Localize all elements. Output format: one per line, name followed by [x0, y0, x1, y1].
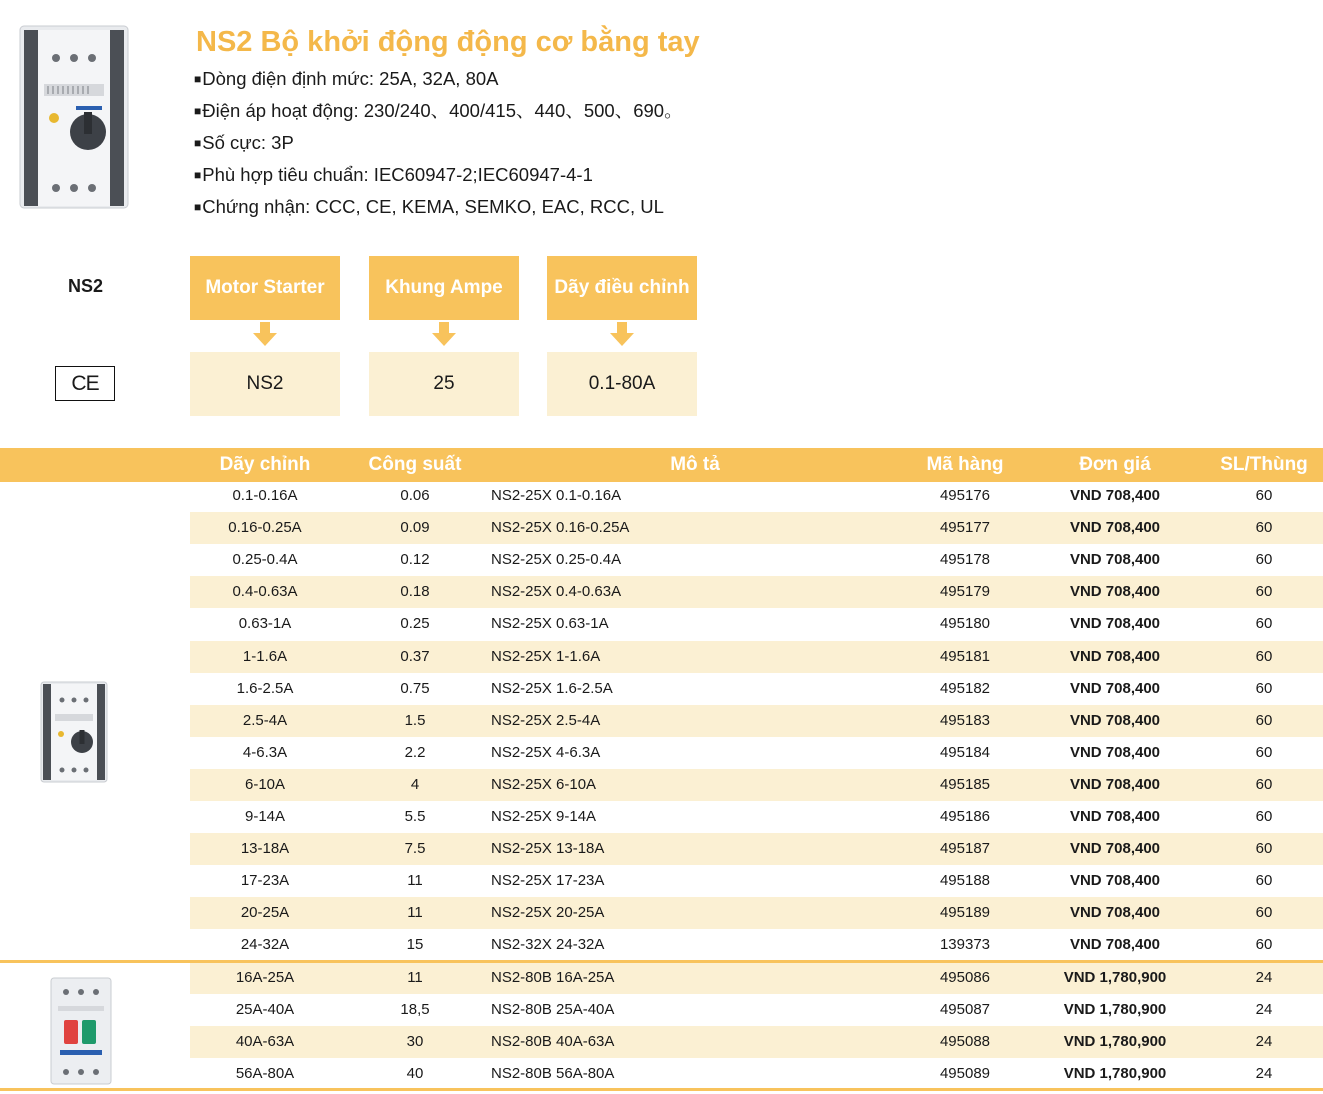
cell-price: VND 708,400	[1069, 936, 1161, 953]
col-header-description: Mô tả	[670, 454, 720, 475]
cell-description: NS2-25X 9-14A	[491, 808, 597, 825]
product-photo-ns2-25	[18, 22, 130, 212]
cell-price: VND 708,400	[1069, 680, 1161, 697]
cell-code: 495088	[939, 1033, 991, 1050]
cell-description: NS2-80B 16A-25A	[491, 969, 615, 986]
cell-description: NS2-80B 56A-80A	[491, 1065, 615, 1082]
selector-value: NS2	[190, 352, 340, 416]
cell-qty: 60	[1255, 808, 1273, 825]
table-row	[190, 994, 1323, 1026]
cell-code: 139373	[939, 936, 991, 953]
cell-description: NS2-25X 1.6-2.5A	[491, 680, 613, 697]
cell-power: 0.25	[400, 615, 430, 632]
spec-list	[194, 64, 683, 224]
cell-code: 495185	[939, 776, 991, 793]
table-row	[190, 897, 1323, 929]
cell-power: 11	[407, 872, 423, 889]
cell-range: 0.25-0.4A	[232, 551, 298, 568]
cell-description: NS2-80B 40A-63A	[491, 1033, 615, 1050]
cell-description: NS2-25X 6-10A	[491, 776, 597, 793]
cell-price: VND 708,400	[1069, 808, 1161, 825]
cell-qty: 60	[1255, 615, 1273, 632]
cell-qty: 60	[1255, 776, 1273, 793]
spec-poles: ■ Số cực: 3P	[194, 128, 683, 160]
cell-range: 0.16-0.25A	[228, 519, 302, 536]
cell-range: 16A-25A	[235, 969, 295, 986]
cell-qty: 24	[1255, 1001, 1273, 1018]
col-header-code: Mã hàng	[926, 454, 1004, 475]
cell-code: 495087	[939, 1001, 991, 1018]
cell-qty: 24	[1255, 969, 1273, 986]
table-header	[0, 448, 1323, 482]
cell-power: 4	[410, 776, 420, 793]
cell-range: 0.63-1A	[238, 615, 292, 632]
cell-description: NS2-25X 0.1-0.16A	[491, 487, 622, 504]
cell-power: 0.12	[400, 551, 430, 568]
cell-code: 495179	[939, 583, 991, 600]
cell-description: NS2-25X 0.16-0.25A	[491, 519, 630, 536]
cell-price: VND 708,400	[1069, 776, 1161, 793]
cell-code: 495176	[939, 487, 991, 504]
cell-range: 25A-40A	[235, 1001, 295, 1018]
table-row	[190, 962, 1323, 994]
cell-range: 9-14A	[244, 808, 286, 825]
table-row	[190, 769, 1323, 801]
table-row	[190, 737, 1323, 769]
cell-code: 495089	[939, 1065, 991, 1082]
cell-power: 2.2	[404, 744, 426, 761]
cell-code: 495178	[939, 551, 991, 568]
selector-value: 0.1-80A	[547, 352, 697, 416]
spec-rated-current: ■ Dòng điện định mức: 25A, 32A, 80A	[194, 64, 683, 96]
cell-price: VND 708,400	[1069, 519, 1161, 536]
cell-price: VND 708,400	[1069, 615, 1161, 632]
cell-code: 495181	[939, 648, 991, 665]
selector-head: Dãy điều chỉnh	[547, 256, 697, 320]
cell-range: 6-10A	[244, 776, 286, 793]
table-row	[190, 705, 1323, 737]
spec-standards: ■ Phù hợp tiêu chuẩn: IEC60947-2;IEC60947-4-1	[194, 160, 683, 192]
cell-description: NS2-25X 2.5-4A	[491, 712, 601, 729]
table-row	[190, 544, 1323, 576]
cell-price: VND 708,400	[1069, 648, 1161, 665]
cell-code: 495177	[939, 519, 991, 536]
down-arrow-icon	[252, 320, 278, 348]
cell-power: 18,5	[400, 1001, 430, 1018]
spec-operating-voltage: ■ Điện áp hoạt động: 230/240、400/415、440、500、690。	[194, 96, 683, 128]
table-row	[190, 1058, 1323, 1090]
table-row	[190, 1026, 1323, 1058]
selector-head: Motor Starter	[190, 256, 340, 320]
cell-power: 0.75	[400, 680, 430, 697]
cell-range: 0.4-0.63A	[232, 583, 298, 600]
selector-value: 25	[369, 352, 519, 416]
cell-power: 1.5	[404, 712, 426, 729]
cell-description: NS2-25X 17-23A	[491, 872, 605, 889]
cell-price: VND 1,780,900	[1063, 1033, 1167, 1050]
cell-description: NS2-25X 20-25A	[491, 904, 605, 921]
table-row	[190, 865, 1323, 897]
cell-code: 495180	[939, 615, 991, 632]
col-header-price: Đơn giá	[1079, 454, 1151, 475]
cell-price: VND 708,400	[1069, 872, 1161, 889]
cell-description: NS2-25X 0.25-0.4A	[491, 551, 622, 568]
table-row	[190, 512, 1323, 544]
cell-range: 13-18A	[240, 840, 290, 857]
table-row	[190, 833, 1323, 865]
cell-code: 495188	[939, 872, 991, 889]
cell-code: 495189	[939, 904, 991, 921]
cell-range: 2.5-4A	[242, 712, 288, 729]
cell-power: 0.06	[400, 487, 430, 504]
cell-range: 40A-63A	[235, 1033, 295, 1050]
cell-qty: 24	[1255, 1033, 1273, 1050]
cell-description: NS2-25X 13-18A	[491, 840, 605, 857]
spec-certifications: ■ Chứng nhận: CCC, CE, KEMA, SEMKO, EAC, RCC, UL	[194, 192, 683, 224]
selector-adjust-range	[547, 256, 697, 416]
cell-price: VND 708,400	[1069, 551, 1161, 568]
page-title: NS2 Bộ khởi động động cơ bằng tay	[196, 26, 700, 58]
cell-range: 1.6-2.5A	[236, 680, 294, 697]
cell-description: NS2-25X 4-6.3A	[491, 744, 601, 761]
product-photo-ns2-25x	[40, 680, 108, 784]
cell-range: 24-32A	[240, 936, 290, 953]
cell-code: 495183	[939, 712, 991, 729]
cell-power: 0.09	[400, 519, 430, 536]
cell-qty: 60	[1255, 904, 1273, 921]
selector-motor-starter	[190, 256, 340, 416]
cell-power: 15	[406, 936, 424, 953]
table-row	[190, 673, 1323, 705]
cell-power: 30	[406, 1033, 424, 1050]
cell-price: VND 708,400	[1069, 712, 1161, 729]
cell-qty: 60	[1255, 840, 1273, 857]
cell-description: NS2-25X 0.4-0.63A	[491, 583, 622, 600]
cell-code: 495186	[939, 808, 991, 825]
ce-mark: CE	[55, 366, 115, 401]
table-bottom-border	[0, 1088, 1323, 1091]
selector-frame-ampere	[369, 256, 519, 416]
cell-qty: 60	[1255, 551, 1273, 568]
cell-power: 11	[407, 904, 423, 921]
cell-qty: 60	[1255, 583, 1273, 600]
cell-description: NS2-25X 1-1.6A	[491, 648, 601, 665]
cell-description: NS2-32X 24-32A	[491, 936, 605, 953]
group-divider	[0, 960, 1323, 963]
cell-power: 40	[406, 1065, 424, 1082]
table-row	[190, 641, 1323, 673]
cell-qty: 60	[1255, 487, 1273, 504]
table-row	[190, 576, 1323, 608]
col-header-qty: SL/Thùng	[1220, 454, 1308, 475]
cell-range: 1-1.6A	[242, 648, 288, 665]
down-arrow-icon	[431, 320, 457, 348]
table-row	[190, 608, 1323, 640]
cell-price: VND 708,400	[1069, 583, 1161, 600]
cell-power: 11	[407, 969, 423, 986]
cell-qty: 60	[1255, 936, 1273, 953]
cell-price: VND 708,400	[1069, 904, 1161, 921]
cell-qty: 24	[1255, 1065, 1273, 1082]
cell-qty: 60	[1255, 712, 1273, 729]
cell-price: VND 708,400	[1069, 487, 1161, 504]
down-arrow-icon	[609, 320, 635, 348]
table-row	[190, 929, 1323, 961]
cell-price: VND 1,780,900	[1063, 1001, 1167, 1018]
cell-range: 20-25A	[240, 904, 290, 921]
cell-range: 56A-80A	[235, 1065, 295, 1082]
cell-qty: 60	[1255, 680, 1273, 697]
cell-qty: 60	[1255, 872, 1273, 889]
cell-power: 0.37	[400, 648, 430, 665]
cell-code: 495187	[939, 840, 991, 857]
cell-code: 495086	[939, 969, 991, 986]
cell-power: 7.5	[404, 840, 426, 857]
cell-code: 495182	[939, 680, 991, 697]
cell-description: NS2-80B 25A-40A	[491, 1001, 615, 1018]
cell-qty: 60	[1255, 744, 1273, 761]
col-header-power: Công suất	[368, 454, 462, 475]
cell-range: 4-6.3A	[242, 744, 288, 761]
cell-description: NS2-25X 0.63-1A	[491, 615, 609, 632]
cell-range: 0.1-0.16A	[232, 487, 298, 504]
col-header-range: Dãy chỉnh	[219, 454, 311, 475]
cell-qty: 60	[1255, 519, 1273, 536]
cell-range: 17-23A	[240, 872, 290, 889]
cell-code: 495184	[939, 744, 991, 761]
product-photo-ns2-80b	[50, 976, 112, 1086]
cell-qty: 60	[1255, 648, 1273, 665]
table-row	[190, 801, 1323, 833]
model-label: NS2	[68, 276, 104, 296]
table-row	[190, 480, 1323, 512]
cell-price: VND 1,780,900	[1063, 1065, 1167, 1082]
cell-price: VND 708,400	[1069, 744, 1161, 761]
cell-price: VND 708,400	[1069, 840, 1161, 857]
selector-head: Khung Ampe	[369, 256, 519, 320]
cell-power: 0.18	[400, 583, 430, 600]
cell-price: VND 1,780,900	[1063, 969, 1167, 986]
cell-power: 5.5	[404, 808, 426, 825]
